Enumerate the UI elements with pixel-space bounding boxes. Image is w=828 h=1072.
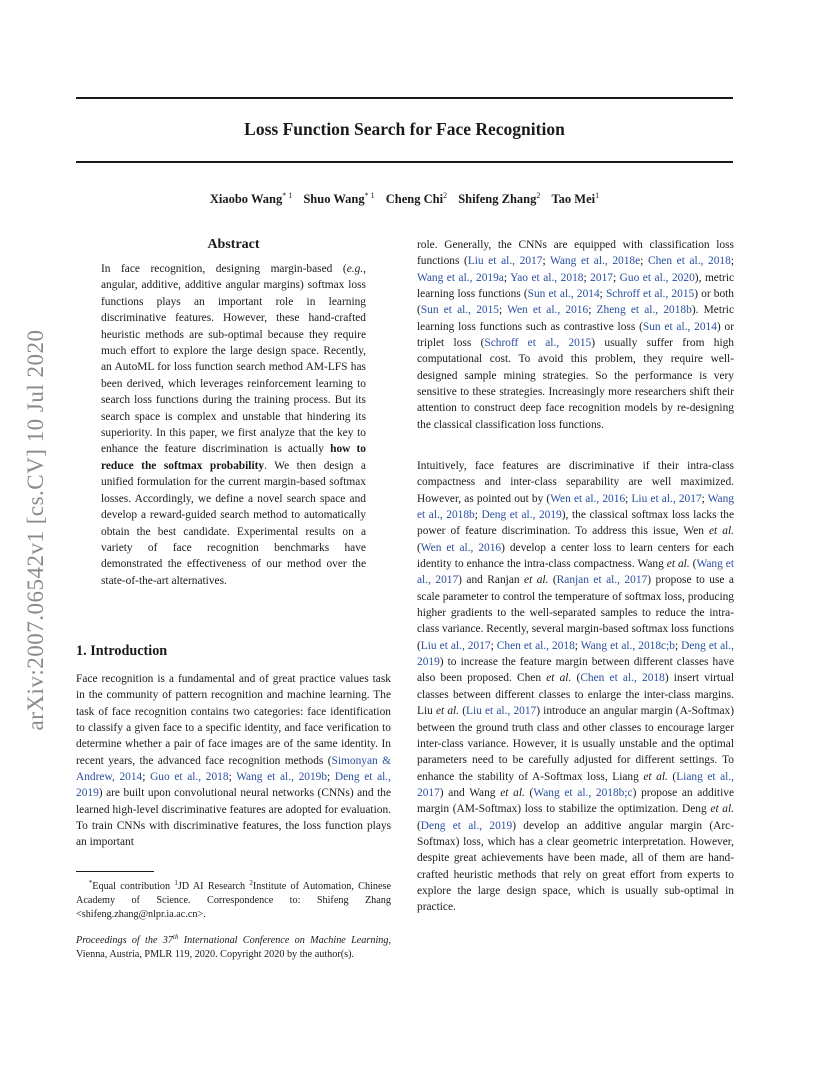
- citation-link[interactable]: Sun et al., 2015: [420, 304, 499, 317]
- citation-link[interactable]: Deng et al., 2019: [481, 509, 562, 522]
- citation-link[interactable]: Wen et al., 2016: [420, 541, 502, 554]
- title-bottom-rule: [76, 161, 733, 163]
- citation-link[interactable]: Wang et al., 2017: [417, 558, 734, 587]
- arxiv-side-stamp: arXiv:2007.06542v1 [cs.CV] 10 Jul 2020: [23, 329, 48, 731]
- citation-link[interactable]: Sun et al., 2014: [527, 288, 600, 301]
- citation-link[interactable]: Sun et al., 2014: [642, 320, 717, 333]
- citation-link[interactable]: Liu et al., 2017: [420, 639, 491, 652]
- citation-link[interactable]: Chen et al., 2018: [580, 672, 665, 685]
- citation-link[interactable]: Liu et al., 2017: [467, 255, 543, 268]
- citation-link[interactable]: Wen et al., 2016: [507, 304, 589, 317]
- abstract-text: In face recognition, designing margin-based (e.g., angular, additive, additive angular margins) softmax loss functions plays an important role in learning discriminative features. However, these hand-crafted heuristic methods are sub-optimal because they require much effort to explore the large design space. Recently, an AutoML for loss function search method AM-LFS has been derived, which leverages reinforcement learning to search loss functions during the training process. But its search space is complex and unstable that hindering its superiority. In this paper, we first analyze that the key to enhance the feature discrimination is actually how to reduce the softmax probability. We then design a unified formulation for the current margin-based softmax losses. Accordingly, we define a novel search space and develop a reward-guided search method to automatically obtain the best candidate. Experimental results on a variety of face recognition benchmarks have demonstrated the effectiveness of our method over the state-of-the-art alternatives.: [101, 263, 366, 587]
- paper-title: Loss Function Search for Face Recognition: [244, 119, 565, 139]
- citation-link[interactable]: Liu et al., 2017: [466, 705, 537, 718]
- introduction-paragraph: Face recognition is a fundamental and of great practice values task in the community of pattern recognition and machine learning. The task of face recognition contains two categories: face identification to classify a given face to a specific identity, and face verification to determine whether a pair of face images are of the same identity. In recent years, the advanced face recognition methods (Simonyan & Andrew, 2014; Guo et al., 2018; Wang et al., 2019b; Deng et al., 2019) are built upon convolutional neural networks (CNNs) and the learned high-level discriminative features are adopted for evaluation. To train CNNs with discriminative features, the loss function plays an important: [76, 673, 391, 849]
- citation-link[interactable]: Chen et al., 2018: [647, 255, 731, 268]
- author: Shuo Wang$^{* 1}$: [303, 191, 375, 206]
- author-list: [76, 191, 733, 207]
- footnote-rule: [76, 871, 154, 872]
- citation-link[interactable]: Zheng et al., 2018b: [596, 304, 692, 317]
- citation-link[interactable]: Deng et al., 2019: [76, 771, 391, 800]
- citation-link[interactable]: Schroff et al., 2015: [605, 288, 695, 301]
- citation-link[interactable]: Wang et al., 2018e: [550, 255, 641, 268]
- author: Cheng Chi$^2$: [385, 191, 448, 206]
- citation-link[interactable]: Guo et al., 2020: [619, 271, 695, 284]
- citation-link[interactable]: Chen et al., 2018: [496, 639, 575, 652]
- right-column-paragraph-2: Intuitively, face features are discriminative if their intra-class compactness and inter-class separability are well maximized. However, as pointed out by (Wen et al., 2016; Liu et al., 2017; Wang et al., 2018b; Deng et al., 2019), the classical softmax loss lacks the power of feature discrimination. To address this issue, Wen et al. (Wen et al., 2016) develop a center loss to learn centers for each identity to enhance the intra-class compactness. Wang et al. (Wang et al., 2017) and Ranjan et al. (Ranjan et al., 2017) propose to use a scale parameter to control the temperature of softmax loss, producing higher gradients to the well-separated samples to reduce the intra-class variance. Recently, several margin-based softmax loss functions (Liu et al., 2017; Chen et al., 2018; Wang et al., 2018c;b; Deng et al., 2019) to increase the feature margin between different classes have also been proposed. Chen et al. (Chen et al., 2018) insert virtual classes between different classes to enlarge the inter-class margins. Liu et al. (Liu et al., 2017) introduce an angular margin (A-Softmax) between the ground truth class and other classes to encourage larger inter-class variance. However, it is usually unstable and the optimal parameters need to be carefully adjusted for different settings. To enhance the stability of A-Softmax loss, Liang et al. (Liang et al., 2017) and Wang et al. (Wang et al., 2018b;c) propose an additive margin (AM-Softmax) loss to stabilize the optimization. Deng et al. (Deng et al., 2019) develop an additive angular margin (Arc-Softmax) loss, which has a clear geometric interpretation. However, despite great achievements have been made, all of them are hand-crafted heuristic methods that rely on great effort from experts to explore the large design space, which is usually sub-optimal in practice.: [417, 460, 735, 914]
- title-top-rule: [76, 97, 733, 99]
- citation-link[interactable]: Deng et al., 2019: [420, 819, 513, 832]
- citation-link[interactable]: Ranjan et al., 2017: [556, 574, 648, 587]
- citation-link[interactable]: Simonyan & Andrew, 2014: [76, 754, 391, 784]
- author: Shifeng Zhang$^2$: [458, 191, 541, 206]
- right-column-paragraph-1: role. Generally, the CNNs are equipped with classification loss functions (Liu et al., 2017; Wang et al., 2018e; Chen et al., 2018; Wang et al., 2019a; Yao et al., 2018; 2017; Guo et al., 2020), metric learning loss functions (Sun et al., 2014; Schroff et al., 2015) or both (Sun et al., 2015; Wen et al., 2016; Zheng et al., 2018b). Metric learning loss functions such as contrastive loss (Sun et al., 2014) or triplet loss (Schroff et al., 2015) usually suffer from high computational cost. To avoid this problem, they require well-designed sample mining strategies. So the performance is very sensitive to these strategies. Increasingly more researchers shift their attention to construct deep face recognition models by re-designing the classical classification loss functions.: [417, 239, 735, 431]
- abstract-heading: Abstract: [207, 237, 260, 252]
- citation-link[interactable]: Yao et al., 2018: [510, 271, 584, 284]
- proceedings-note: Proceedings of the 37th International Conference on Machine Learning, Vienna, Austria, PMLR 119, 2020. Copyright 2020 by the author(s).: [76, 933, 392, 961]
- citation-link[interactable]: Wang et al., 2018b: [417, 492, 735, 522]
- citation-link[interactable]: 2017: [590, 271, 613, 284]
- citation-link[interactable]: Guo et al., 2018: [150, 771, 229, 784]
- citation-link[interactable]: Wang et al., 2019a: [417, 271, 504, 284]
- citation-link[interactable]: Wen et al., 2016: [550, 492, 626, 505]
- citation-link[interactable]: Liu et al., 2017: [631, 492, 702, 505]
- citation-link[interactable]: Deng et al., 2019: [417, 639, 734, 669]
- citation-link[interactable]: Wang et al., 2018c;b: [580, 639, 675, 652]
- citation-link[interactable]: Wang et al., 2018b;c: [533, 786, 633, 799]
- citation-link[interactable]: Liang et al., 2017: [417, 770, 734, 799]
- author: Tao Mei$^1$: [551, 191, 600, 206]
- citation-link[interactable]: Wang et al., 2019b: [236, 771, 328, 784]
- author: Xiaobo Wang$^{* 1}$: [209, 191, 293, 206]
- citation-link[interactable]: Schroff et al., 2015: [484, 337, 592, 350]
- affiliation-footnote: *Equal contribution $^1$JD AI Research $^2$Institute of Automation, Chinese Academy of Science. Correspondence to: Shifeng Zhang <shifeng.zhang@nlpr.ia.ac.cn>.: [76, 879, 392, 921]
- section-heading-introduction: 1. Introduction: [76, 643, 168, 659]
